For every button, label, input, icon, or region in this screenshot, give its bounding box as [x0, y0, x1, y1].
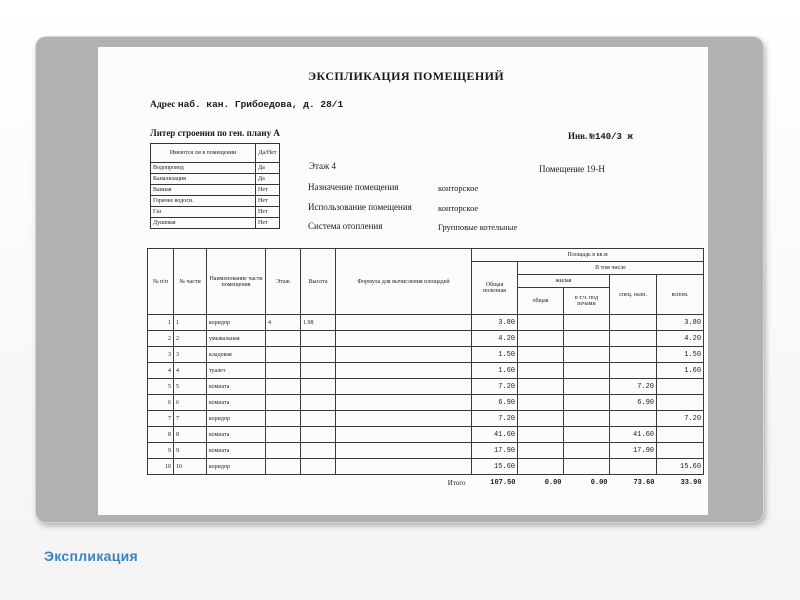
- utility-name: Душевая: [151, 218, 256, 229]
- totals-aux: 33.90: [680, 478, 702, 487]
- header-part-no: № части: [174, 249, 207, 315]
- part-number: 8: [174, 427, 207, 443]
- area-special: [610, 347, 657, 363]
- area-total: 3.80: [472, 315, 518, 331]
- table-row: [148, 379, 704, 395]
- area-living: [518, 363, 564, 379]
- purpose-label: Назначение помещения: [308, 182, 399, 192]
- utility-value: Да: [256, 174, 280, 185]
- area-aux: [657, 427, 704, 443]
- room-floor: [266, 427, 301, 443]
- area-total: 1.60: [472, 363, 518, 379]
- totals-label: Итого: [447, 478, 466, 487]
- room-height: [301, 443, 336, 459]
- table-row: [148, 363, 704, 379]
- room-height: [301, 379, 336, 395]
- address-value: наб. кан. Грибоедова, д. 28/1: [177, 99, 344, 110]
- room-formula: [336, 315, 472, 331]
- utilities-header-value: Да/Нет: [256, 144, 280, 163]
- room-floor: 4: [266, 315, 301, 331]
- room-name: коридор: [207, 315, 266, 331]
- area-stoves: [564, 379, 610, 395]
- room-name: кладовая: [207, 347, 266, 363]
- area-stoves: [564, 411, 610, 427]
- area-special: 41.60: [610, 427, 657, 443]
- area-living: [518, 459, 564, 475]
- rooms-table: [147, 248, 704, 490]
- inventory-value: №140/3 ж: [589, 132, 633, 142]
- row-number: 8: [148, 427, 174, 443]
- row-number: 1: [148, 315, 174, 331]
- room-formula: [336, 379, 472, 395]
- room-floor: [266, 347, 301, 363]
- room-height: 1.98: [301, 315, 336, 331]
- utilities-table: [150, 143, 280, 229]
- table-row: [148, 315, 704, 331]
- area-stoves: [564, 459, 610, 475]
- room-floor: [266, 395, 301, 411]
- utility-row: [151, 174, 280, 185]
- floor-label: Этаж 4: [309, 161, 336, 171]
- totals-total: 107.50: [490, 478, 516, 487]
- part-number: 6: [174, 395, 207, 411]
- usage-value: конторское: [438, 203, 479, 213]
- liter-line: Литер строения по ген. плану А: [150, 128, 280, 138]
- utility-value: Нет: [256, 207, 280, 218]
- utility-name: Газ: [151, 207, 256, 218]
- area-stoves: [564, 347, 610, 363]
- area-total: 6.90: [472, 395, 518, 411]
- header-special: спец. назн.: [610, 275, 657, 315]
- area-special: [610, 459, 657, 475]
- room-height: [301, 411, 336, 427]
- area-stoves: [564, 331, 610, 347]
- room-formula: [336, 363, 472, 379]
- room-floor: [266, 331, 301, 347]
- area-aux: 1.60: [657, 363, 704, 379]
- header-formula: Формула для вычисления площадей: [336, 249, 472, 315]
- utility-name: Горячее водосн.: [151, 196, 256, 207]
- area-living: [518, 379, 564, 395]
- area-total: 17.90: [472, 443, 518, 459]
- utility-row: [151, 196, 280, 207]
- room-label: Помещение 19-Н: [539, 164, 605, 174]
- area-special: [610, 411, 657, 427]
- header-area-group: Площадь в кв.м: [472, 249, 704, 262]
- slide-caption: Экспликация: [44, 548, 138, 564]
- room-floor: [266, 459, 301, 475]
- purpose-value: конторское: [438, 183, 479, 193]
- room-floor: [266, 379, 301, 395]
- utility-name: Водопровод: [151, 163, 256, 174]
- part-number: 10: [174, 459, 207, 475]
- header-floor: Этаж: [266, 249, 301, 315]
- area-total: 1.50: [472, 347, 518, 363]
- area-special: 7.20: [610, 379, 657, 395]
- area-special: 6.90: [610, 395, 657, 411]
- totals-living: 0.00: [544, 478, 562, 487]
- area-special: [610, 331, 657, 347]
- header-living: жилая: [518, 275, 610, 288]
- area-aux: 15.60: [657, 459, 704, 475]
- area-aux: 1.50: [657, 347, 704, 363]
- row-number: 2: [148, 331, 174, 347]
- table-row: [148, 331, 704, 347]
- part-number: 9: [174, 443, 207, 459]
- header-living-total: общая: [518, 288, 564, 315]
- row-number: 10: [148, 459, 174, 475]
- area-total: 4.20: [472, 331, 518, 347]
- room-height: [301, 459, 336, 475]
- area-aux: [657, 395, 704, 411]
- room-floor: [266, 443, 301, 459]
- utility-name: Ванная: [151, 185, 256, 196]
- area-living: [518, 331, 564, 347]
- room-formula: [336, 427, 472, 443]
- area-living: [518, 395, 564, 411]
- header-no: № п/п: [148, 249, 174, 315]
- row-number: 3: [148, 347, 174, 363]
- inventory-number: [568, 131, 633, 142]
- row-number: 5: [148, 379, 174, 395]
- room-formula: [336, 331, 472, 347]
- part-number: 3: [174, 347, 207, 363]
- part-number: 4: [174, 363, 207, 379]
- header-height: Высота: [301, 249, 336, 315]
- scanned-document: [98, 47, 708, 515]
- area-living: [518, 315, 564, 331]
- row-number: 7: [148, 411, 174, 427]
- room-floor: [266, 363, 301, 379]
- utilities-header-name: Имеются ли в помещении: [151, 144, 256, 163]
- room-formula: [336, 395, 472, 411]
- document-title: ЭКСПЛИКАЦИЯ ПОМЕЩЕНИЙ: [308, 69, 505, 83]
- address-label: Адрес: [150, 100, 176, 110]
- area-total: 41.60: [472, 427, 518, 443]
- row-number: 9: [148, 443, 174, 459]
- room-name: туалет: [207, 363, 266, 379]
- room-height: [301, 427, 336, 443]
- utility-row: [151, 185, 280, 196]
- heating-value: Групповые котельные: [438, 222, 518, 232]
- header-total: Общая полезная: [472, 262, 518, 315]
- address-line: [150, 99, 343, 110]
- heating-label: Система отопления: [308, 221, 383, 231]
- totals-row: [148, 475, 704, 491]
- area-stoves: [564, 427, 610, 443]
- room-formula: [336, 411, 472, 427]
- area-stoves: [564, 443, 610, 459]
- table-header-row-1: [148, 249, 704, 262]
- area-aux: 3.80: [657, 315, 704, 331]
- room-formula: [336, 443, 472, 459]
- area-special: [610, 315, 657, 331]
- part-number: 5: [174, 379, 207, 395]
- area-aux: 4.20: [657, 331, 704, 347]
- table-row: [148, 395, 704, 411]
- part-number: 7: [174, 411, 207, 427]
- area-special: [610, 363, 657, 379]
- room-formula: [336, 347, 472, 363]
- header-auxiliary: вспом.: [657, 275, 704, 315]
- totals-special: 73.60: [633, 478, 655, 487]
- area-stoves: [564, 363, 610, 379]
- area-aux: [657, 443, 704, 459]
- room-height: [301, 347, 336, 363]
- area-total: 7.20: [472, 379, 518, 395]
- room-height: [301, 363, 336, 379]
- header-including: В том числе: [518, 262, 704, 275]
- room-floor: [266, 411, 301, 427]
- room-name: комната: [207, 379, 266, 395]
- room-name: умывальная: [207, 331, 266, 347]
- area-living: [518, 427, 564, 443]
- inventory-label: Инв.: [568, 131, 588, 141]
- utility-row: [151, 163, 280, 174]
- room-height: [301, 395, 336, 411]
- area-total: 15.60: [472, 459, 518, 475]
- room-name: комната: [207, 427, 266, 443]
- area-total: 7.20: [472, 411, 518, 427]
- header-name: Наименование части помещения: [207, 249, 266, 315]
- utility-row: [151, 207, 280, 218]
- area-special: 17.90: [610, 443, 657, 459]
- totals-stoves: 0.00: [590, 478, 608, 487]
- table-row: [148, 347, 704, 363]
- row-number: 6: [148, 395, 174, 411]
- table-row: [148, 443, 704, 459]
- header-living-stoves: в т.ч. под печами: [564, 288, 610, 315]
- area-stoves: [564, 315, 610, 331]
- area-living: [518, 411, 564, 427]
- utility-name: Канализация: [151, 174, 256, 185]
- table-row: [148, 427, 704, 443]
- area-aux: 7.20: [657, 411, 704, 427]
- utility-value: Нет: [256, 185, 280, 196]
- table-row: [148, 411, 704, 427]
- utility-value: Да: [256, 163, 280, 174]
- part-number: 1: [174, 315, 207, 331]
- utility-value: Нет: [256, 218, 280, 229]
- utility-value: Нет: [256, 196, 280, 207]
- area-living: [518, 347, 564, 363]
- area-living: [518, 443, 564, 459]
- room-formula: [336, 459, 472, 475]
- row-number: 4: [148, 363, 174, 379]
- room-name: коридор: [207, 459, 266, 475]
- room-name: комната: [207, 395, 266, 411]
- table-row: [148, 459, 704, 475]
- room-name: комната: [207, 443, 266, 459]
- area-aux: [657, 379, 704, 395]
- area-stoves: [564, 395, 610, 411]
- utility-row: [151, 218, 280, 229]
- usage-label: Использование помещения: [308, 202, 412, 212]
- utilities-header-row: [151, 144, 280, 163]
- room-height: [301, 331, 336, 347]
- room-name: коридор: [207, 411, 266, 427]
- part-number: 2: [174, 331, 207, 347]
